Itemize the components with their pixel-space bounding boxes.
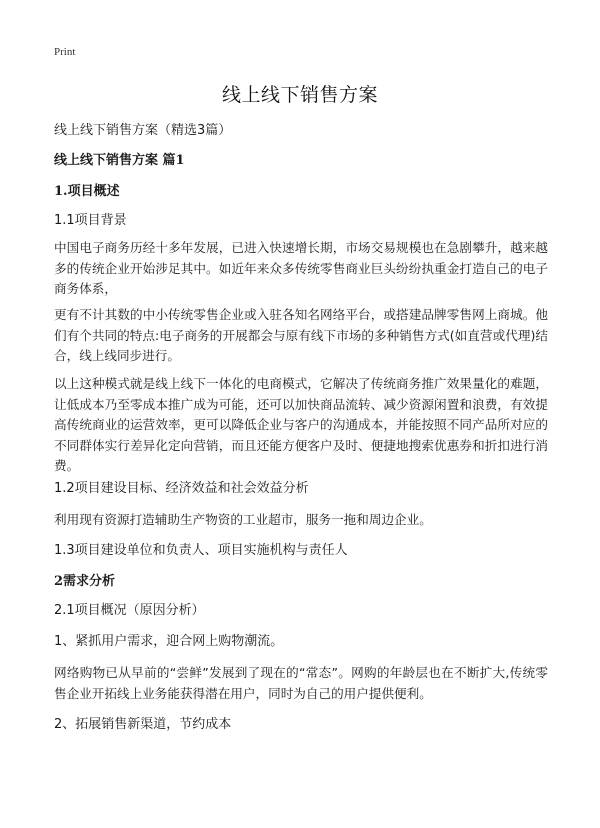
list-item-1: 1、紧抓用户需求，迎合网上购物潮流。 (54, 634, 284, 649)
heading-background: 1.1项目背景 (54, 213, 127, 228)
paragraph-item-1: 网络购物已从早前的“尝鲜”发展到了现在的“常态”。网购的年龄层也在不断扩大,传统零售企业开拓线上业务能获得潜在用户，同时为自己的用户提供便利。 (54, 665, 548, 701)
print-label: Print (54, 46, 76, 58)
heading-project-overview: 1.项目概述 (54, 184, 120, 199)
paragraph-goals: 利用现有资源打造辅助生产物资的工业超市，服务一拖和周边企业。 (54, 512, 432, 527)
heading-units: 1.3项目建设单位和负责人、项目实施机构与责任人 (54, 543, 348, 558)
list-item-2: 2、拓展销售新渠道，节约成本 (54, 717, 232, 732)
document-title: 线上线下销售方案 (221, 84, 378, 106)
document-subtitle: 线上线下销售方案（精选3篇） (54, 123, 232, 138)
heading-needs-analysis: 2需求分析 (54, 574, 116, 589)
paragraph-background-3: 以上这种模式就是线上线下一体化的电商模式，它解决了传统商务推广效果量化的难题，让低成本乃至零成本推广成为可能，还可以加快商品流转、减少资源闲置和浪费，有效提高传统商业的运营效率，更可以降低企业与客户的沟通成本，并能按照不同产品所对应的不同群体实行差异化定向营销，而且还能方便客户及时、便捷地搜索优惠券和折扣进行消费。 (54, 376, 548, 473)
paragraph-background-1: 中国电子商务历经十多年发展，已进入快速增长期，市场交易规模也在急剧攀升，越来越多的传统企业开始涉足其中。如近年来众多传统零售商业巨头纷纷执重金打造自己的电子商务体系， (54, 240, 548, 296)
section-heading: 线上线下销售方案 篇1 (54, 153, 185, 168)
paragraph-background-2: 更有不计其数的中小传统零售企业或入驻各知名网络平台，或搭建品牌零售网上商城。他们有个共同的特点:电子商务的开展都会与原有线下市场的多种销售方式(如直营或代理)结合，线上线同步进行。 (54, 307, 548, 363)
heading-goals: 1.2项目建设目标、经济效益和社会效益分析 (54, 481, 309, 496)
heading-project-status: 2.1项目概况（原因分析） (54, 603, 205, 618)
